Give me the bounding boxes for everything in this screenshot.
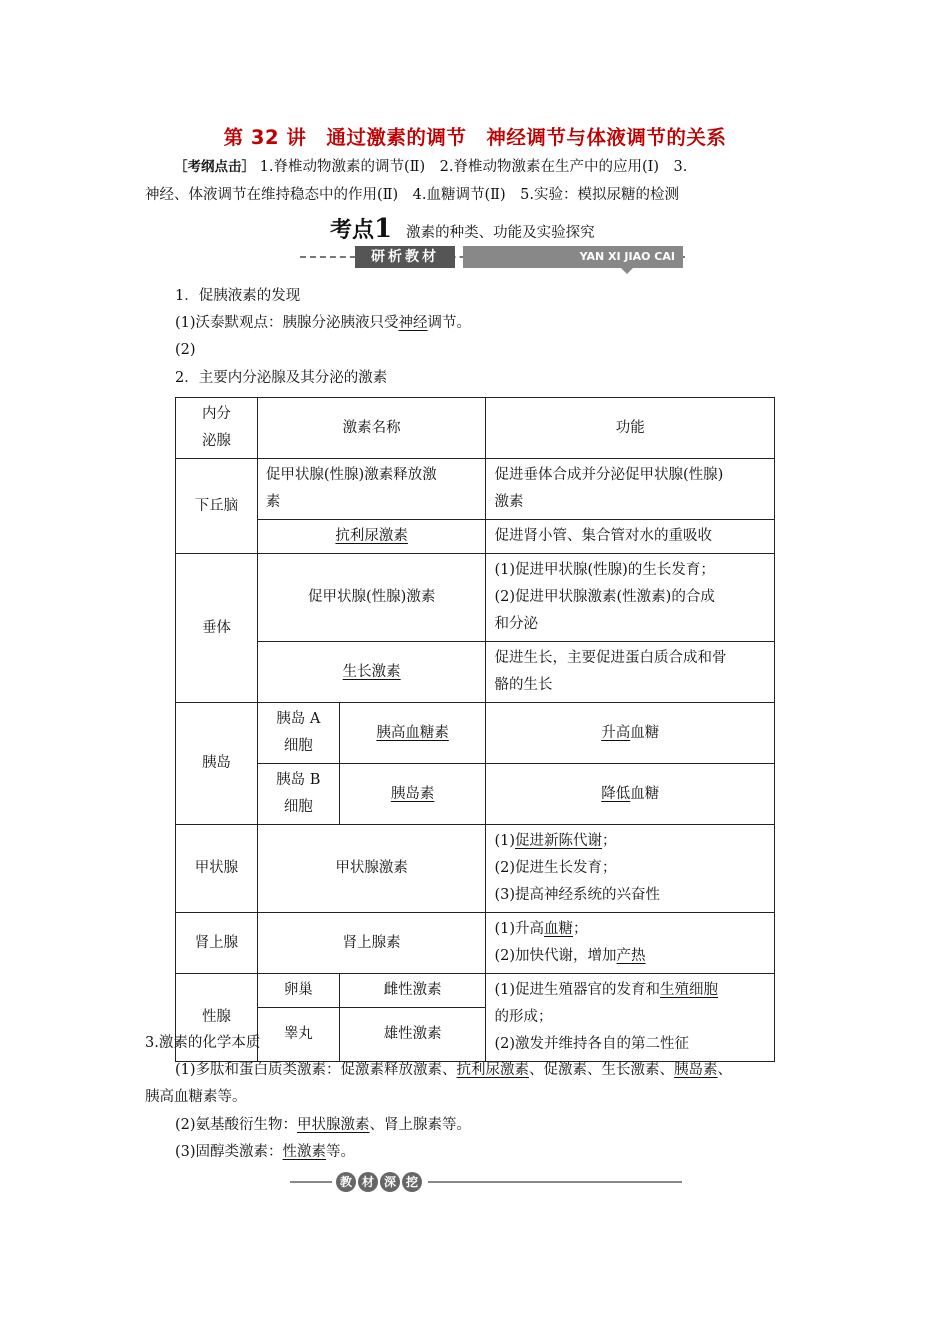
blank-answer: 胰岛素 xyxy=(674,1062,718,1078)
section-3-p2 xyxy=(175,1111,471,1139)
text: (1) xyxy=(494,833,516,849)
footer-char: 教 xyxy=(336,1172,356,1192)
text: (1)促进甲状腺(性腺)的生长发育； xyxy=(494,562,715,578)
hormone-cell: 肾上腺素 xyxy=(257,913,486,974)
text: 、 xyxy=(717,1062,733,1078)
footer-char: 深 xyxy=(380,1172,400,1192)
blank-answer: 产热 xyxy=(616,948,646,964)
text: 、促激素、生长激素、 xyxy=(529,1062,675,1078)
text: 血糖 xyxy=(630,785,660,802)
text: (2)氨基酸衍生物： xyxy=(175,1117,298,1133)
kaodian-number: 1 xyxy=(374,214,393,244)
function-cell: 促进肾小管、集合管对水的重吸收 xyxy=(486,520,775,554)
section-banner xyxy=(300,246,685,268)
section-1-p2: (2) xyxy=(175,342,196,358)
text: 促进生长，主要促进蛋白质合成和骨 xyxy=(494,650,727,666)
header-gland xyxy=(176,398,258,459)
text: (2)加快代谢，增加 xyxy=(494,948,617,964)
blank-answer: 抗利尿激素 xyxy=(456,1062,530,1078)
banner-arrow-icon xyxy=(621,268,633,274)
table-row xyxy=(176,554,775,642)
section-2-title: 2．主要内分泌腺及其分泌的激素 xyxy=(175,370,388,386)
text: 促甲状腺(性腺)激素释放激 xyxy=(265,467,437,483)
text: (1)沃泰默观点：胰腺分泌胰液只受 xyxy=(175,315,399,331)
section-1-title: 1．促胰液素的发现 xyxy=(175,288,301,304)
text: 胰岛 B xyxy=(276,772,321,788)
text: (3)提高神经系统的兴奋性 xyxy=(494,887,661,903)
text: 细胞 xyxy=(283,738,313,754)
function-cell xyxy=(486,764,775,825)
cell-type xyxy=(257,703,339,764)
table-row xyxy=(176,825,775,913)
gland-pituitary: 垂体 xyxy=(176,554,258,703)
text: 等。 xyxy=(326,1144,356,1160)
blank-answer: 促进新陈代谢 xyxy=(515,833,603,849)
outline-line-1 xyxy=(174,153,687,181)
text: 和分泌 xyxy=(494,616,538,632)
text: ； xyxy=(602,833,617,849)
function-cell xyxy=(486,703,775,764)
text: (2)激发并维持各自的第二性征 xyxy=(494,1036,690,1052)
text: 血糖 xyxy=(630,724,660,741)
text: 的形成； xyxy=(494,1009,553,1025)
blank-answer: 胰岛素 xyxy=(390,785,435,802)
hormone-cell xyxy=(257,520,486,554)
blank-answer: 血糖 xyxy=(544,921,574,937)
header-hormone: 激素名称 xyxy=(257,398,486,459)
outline-tag: ［考纲点击］ xyxy=(174,159,255,175)
text: 、肾上腺素等。 xyxy=(369,1117,472,1133)
table-header-row xyxy=(176,398,775,459)
text: (1)升高 xyxy=(494,921,545,937)
blank-answer: 抗利尿激素 xyxy=(335,528,408,544)
kaodian-subtitle: 激素的种类、功能及实验探究 xyxy=(406,225,595,241)
kaodian-label: 考点 xyxy=(330,218,375,243)
text: 胰岛 A xyxy=(276,711,321,727)
banner-english: YAN XI JIAO CAI xyxy=(463,246,683,268)
text: (1)多肽和蛋白质类激素：促激素释放激素、 xyxy=(175,1062,457,1078)
blank-answer: 神经 xyxy=(398,315,428,331)
function-cell xyxy=(486,459,775,520)
gland-adrenal: 肾上腺 xyxy=(176,913,258,974)
gland-thyroid: 甲状腺 xyxy=(176,825,258,913)
hormone-cell: 雄性激素 xyxy=(339,1008,486,1062)
kaodian-heading xyxy=(330,213,595,244)
text: 骼的生长 xyxy=(494,677,553,693)
hormone-cell xyxy=(339,764,486,825)
table-row xyxy=(176,703,775,764)
text: 细胞 xyxy=(283,799,313,815)
section-3-p1-cont: 胰高血糖素等。 xyxy=(145,1089,247,1105)
blank-answer: 降低 xyxy=(601,785,631,802)
hormone-cell xyxy=(257,459,486,520)
table-row xyxy=(176,459,775,520)
function-cell xyxy=(486,554,775,642)
text: 泌腺 xyxy=(201,433,231,449)
function-cell xyxy=(486,974,775,1062)
gland-gonad: 性腺 xyxy=(176,974,258,1062)
section-3-p1 xyxy=(175,1056,732,1084)
outline-line-2: 神经、体液调节在维持稳态中的作用(Ⅱ) 4.血糖调节(Ⅱ) 5.实验：模拟尿糖的检测 xyxy=(145,187,680,203)
function-cell xyxy=(486,913,775,974)
text: 激素 xyxy=(494,494,524,510)
table-row xyxy=(176,764,775,825)
blank-answer: 生殖细胞 xyxy=(660,982,719,998)
section-3-title: 3.激素的化学本质 xyxy=(145,1035,261,1051)
function-cell xyxy=(486,642,775,703)
banner-chinese: 研析教材 xyxy=(355,246,455,268)
footer-badge xyxy=(332,1171,428,1192)
cell-type xyxy=(257,764,339,825)
hormone-cell: 促甲状腺(性腺)激素 xyxy=(257,554,486,642)
text: (2)促进甲状腺激素(性激素)的合成 xyxy=(494,589,715,605)
hormone-cell: 雌性激素 xyxy=(339,974,486,1008)
text: 素 xyxy=(265,494,281,510)
text: (2)促进生长发育； xyxy=(494,860,617,876)
hormone-cell xyxy=(257,642,486,703)
text: 内分 xyxy=(201,406,231,422)
text: ； xyxy=(573,921,588,937)
hormone-cell xyxy=(339,703,486,764)
text: 调节。 xyxy=(427,315,472,331)
gland-hormone-table xyxy=(175,397,775,1062)
gland-hypothalamus: 下丘脑 xyxy=(176,459,258,554)
table-row xyxy=(176,520,775,554)
text: 促进垂体合成并分泌促甲状腺(性腺) xyxy=(494,467,724,483)
footer-char: 材 xyxy=(358,1172,378,1192)
text: (1)促进生殖器官的发育和 xyxy=(494,982,661,998)
section-1-p1 xyxy=(175,309,471,337)
footer-char: 挖 xyxy=(402,1172,422,1192)
header-function: 功能 xyxy=(486,398,775,459)
hormone-cell: 甲状腺激素 xyxy=(257,825,486,913)
function-cell xyxy=(486,825,775,913)
blank-answer: 性激素 xyxy=(282,1144,327,1160)
page-title: 第 32 讲 通过激素的调节 神经调节与体液调节的关系 xyxy=(223,126,727,149)
organ-testis: 睾丸 xyxy=(257,1008,339,1062)
table-row xyxy=(176,642,775,703)
outline-text-1: 1.脊椎动物激素的调节(Ⅱ) 2.脊椎动物激素在生产中的应用(Ⅰ) 3. xyxy=(259,159,688,175)
blank-answer: 生长激素 xyxy=(342,663,401,680)
blank-answer: 升高 xyxy=(601,724,631,741)
blank-answer: 甲状腺激素 xyxy=(297,1117,370,1133)
text: (3)固醇类激素： xyxy=(175,1144,283,1160)
section-3-p3 xyxy=(175,1138,355,1166)
blank-answer: 胰高血糖素 xyxy=(376,724,449,741)
table-row xyxy=(176,913,775,974)
organ-ovary: 卵巢 xyxy=(257,974,339,1008)
table-row xyxy=(176,974,775,1008)
gland-pancreas: 胰岛 xyxy=(176,703,258,825)
